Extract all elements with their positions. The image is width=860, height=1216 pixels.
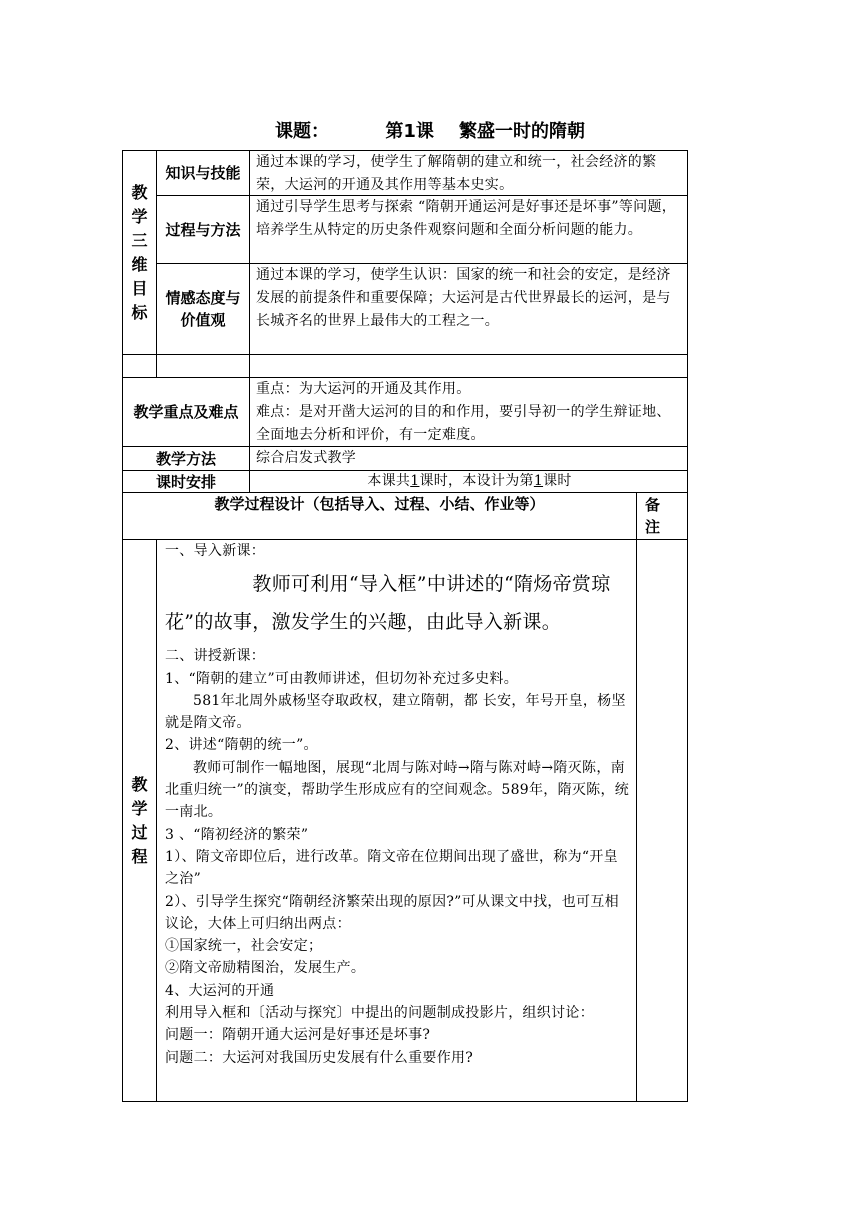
page-title — [0, 117, 860, 143]
step-3-a: 1）、隋文帝即位后，进行改革。隋文帝在位期间出现了盛世，称为“开皇之治” — [165, 848, 618, 888]
process-header-label: 教学过程设计（包括导入、过程、小结、作业等） — [214, 495, 545, 513]
step-3-b: 2）、引导学生探究“隋朝经济繁荣出现的原因?”可从课文中找，也可互相议论，大体上可归纳出两点： — [165, 893, 619, 932]
question-2: 问题二：大运河对我国历史发展有什么重要作用? — [165, 1049, 474, 1066]
rule — [687, 150, 688, 1102]
objectives-group-label: 教学三维目标 — [131, 182, 148, 322]
step-2: 2、讲述“隋朝的统一”。 — [165, 737, 318, 754]
objective-text-attitude: 通过本课的学习，使学生认识：国家的统一和社会的安定，是经济发展的前提条件和重要保障；大运河是古代世界最长的运河，是与长城齐名的世界上最伟大的工程之一。 — [256, 267, 671, 329]
step-2-detail: 教师可制作一幅地图，展现“北周与陈对峙→隋与陈对峙→隋灭陈，南北重归统一”的演变，帮助学生形成应有的空间观念。589年，隋灭陈，统一南北。 — [165, 759, 630, 821]
question-1: 问题一：隋朝开通大运河是好事还是坏事? — [165, 1027, 431, 1044]
process-body — [157, 540, 636, 1101]
rule — [122, 1101, 688, 1102]
objective-label-process: 过程与方法 — [165, 220, 241, 239]
step-1-detail: 581年北周外戚杨坚夺取政权，建立隋朝，都 长安，年号开皇，杨坚就是隋文帝。 — [165, 692, 626, 732]
method-text: 综合启发式教学 — [256, 450, 357, 466]
reason-2: ②隋文帝励精图治，发展生产。 — [165, 960, 366, 977]
key-difficulty: 难点：是对开凿大运河的目的和作用，要引导初一的学生辩证地、全面地去分析和评价，有一定难度。 — [256, 404, 671, 443]
section-teach-title: 二、讲授新课： — [165, 648, 266, 665]
reason-1: ①国家统一，社会安定； — [165, 938, 323, 955]
remarks-cell — [637, 540, 687, 1101]
step-3: 3 、“隋初经济的繁荣” — [165, 826, 309, 843]
objective-label-knowledge: 知识与技能 — [165, 164, 241, 182]
step-4-detail: 利用导入框和〔活动与探究〕中提出的问题制成投影片，组织讨论： — [165, 1005, 594, 1022]
schedule-label: 课时安排 — [155, 472, 216, 491]
objective-label-attitude: 情感态度与价值观 — [165, 289, 241, 329]
method-label: 教学方法 — [155, 449, 216, 468]
schedule-total: 1 — [410, 473, 420, 489]
key-points-label: 教学重点及难点 — [133, 403, 239, 421]
objective-text-knowledge: 通过本课的学习，使学生了解隋朝的建立和统一，社会经济的繁荣，大运河的开通及其作用等基本史实。 — [256, 154, 657, 193]
schedule-text: 本课共1课时，本设计为第1课时 — [367, 473, 572, 489]
objective-text-process: 通过引导学生思考与探索 “隋朝开通运河是好事还是坏事”等问题，培养学生从特定的历史条件观察问题和全面分析问题的能力。 — [256, 199, 677, 238]
key-points-text — [250, 378, 687, 446]
process-label: 教学过程 — [131, 774, 148, 866]
lesson-plan-table — [122, 150, 688, 1102]
remarks-label: 备注 — [645, 496, 661, 536]
title-text: 第1课 繁盛一时的隋朝 — [385, 121, 585, 142]
section-intro-title: 一、导入新课： — [165, 543, 266, 559]
step-1: 1、“隋朝的建立”可由教师讲述，但切勿补充过多史料。 — [165, 670, 519, 687]
schedule-current: 1 — [533, 473, 544, 489]
step-4: 4、大运河的开通 — [165, 982, 275, 999]
title-prefix: 课题： — [275, 121, 329, 142]
section-intro-text: 教师可利用“导入框”中讲述的“隋炀帝赏琼花”的故事，激发学生的兴趣，由此导入新课。 — [165, 573, 611, 634]
key-focus: 重点：为大运河的开通及其作用。 — [256, 381, 471, 397]
rule — [122, 354, 688, 355]
